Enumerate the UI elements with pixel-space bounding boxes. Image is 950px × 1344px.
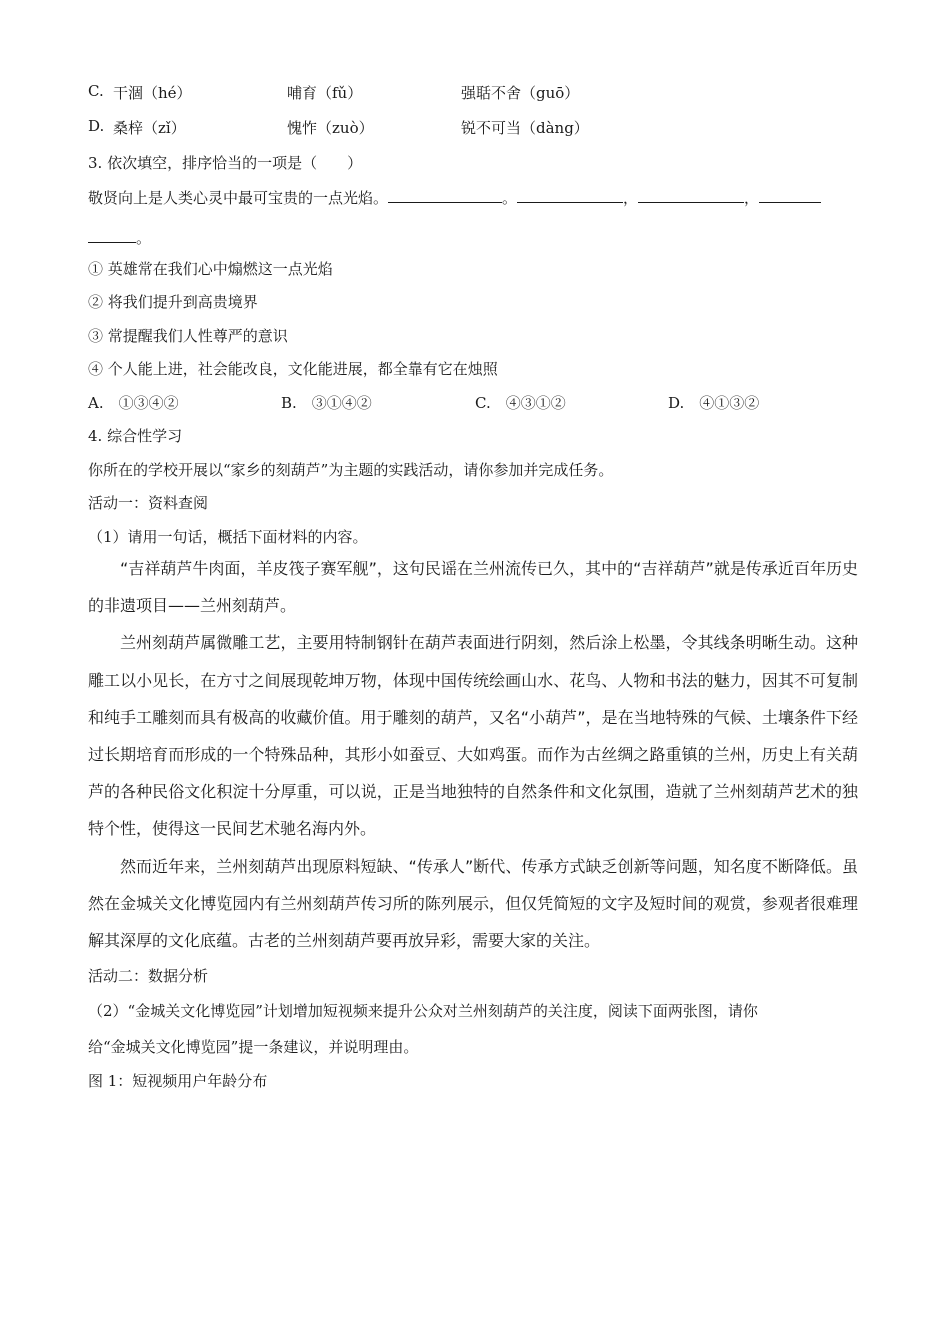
question-3-stem	[88, 187, 821, 208]
option-d-label: D.	[88, 117, 105, 135]
question-3-title: 3. 依次填空，排序恰当的一项是（ ）	[88, 154, 363, 172]
fill-blank-4[interactable]	[759, 188, 821, 203]
option-c-item-2: 哺育（fǔ）	[287, 84, 363, 102]
material-passage	[88, 550, 858, 959]
blank-separator-2: ，	[623, 189, 639, 207]
fill-blank-1[interactable]	[388, 188, 502, 203]
question-3-stem-cont	[88, 227, 151, 248]
choice-d[interactable]: D. ④①③②	[668, 394, 760, 412]
option-d-item-1: 桑梓（zǐ）	[113, 119, 186, 137]
sentence-item-1: ① 英雄常在我们心中煽燃这一点光焰	[88, 260, 333, 278]
sentence-item-3: ③ 常提醒我们人性尊严的意识	[88, 327, 288, 345]
material-paragraph-1: “吉祥葫芦牛肉面，羊皮筏子赛军舰”，这句民谣在兰州流传已久，其中的“吉祥葫芦”就是传承近百年历史的非遗项目——兰州刻葫芦。	[88, 559, 858, 616]
task-2-prompt-line-1: （2）“金城关文化博览园”计划增加短视频来提升公众对兰州刻葫芦的关注度，阅读下面两张图，请你	[88, 1002, 758, 1020]
question-4-intro: 你所在的学校开展以“家乡的刻葫芦”为主题的实践活动，请你参加并完成任务。	[88, 461, 614, 479]
option-c-label: C.	[88, 82, 104, 100]
blank-separator-3: ，	[744, 189, 760, 207]
sentence-item-2: ② 将我们提升到高贵境界	[88, 293, 258, 311]
fill-blank-4-cont[interactable]	[88, 228, 136, 243]
question-4-title: 4. 综合性学习	[88, 427, 183, 445]
blank-end: 。	[136, 229, 152, 247]
material-paragraph-3: 然而近年来，兰州刻葫芦出现原料短缺、“传承人”断代、传承方式缺乏创新等问题，知名度不断降低。虽然在金城关文化博览园内有兰州刻葫芦传习所的陈列展示，但仅凭简短的文字及短时间的观赏，参观者很难理解其深厚的文化底蕴。古老的兰州刻葫芦要再放异彩，需要大家的关注。	[88, 856, 858, 951]
figure-1-caption: 图 1：短视频用户年龄分布	[88, 1072, 268, 1090]
fill-blank-3[interactable]	[638, 188, 744, 203]
choice-a[interactable]: A. ①③④②	[88, 394, 179, 412]
task-2-prompt-line-2: 给“金城关文化博览园”提一条建议，并说明理由。	[88, 1038, 419, 1056]
choice-c[interactable]: C. ④③①②	[475, 394, 566, 412]
fill-blank-2[interactable]	[517, 188, 623, 203]
activity-2-heading: 活动二：数据分析	[88, 967, 209, 985]
blank-separator-1: 。	[502, 189, 518, 207]
question-3-stem-text: 敬贤向上是人类心灵中最可宝贵的一点光焰。	[88, 189, 389, 207]
option-d-item-3: 锐不可当（dàng）	[461, 119, 589, 137]
option-c-item-3: 强聒不舍（guō）	[461, 84, 580, 102]
material-paragraph-2: 兰州刻葫芦属微雕工艺，主要用特制钢针在葫芦表面进行阴刻，然后涂上松墨，令其线条明晰生动。这种雕工以小见长，在方寸之间展现乾坤万物，体现中国传统绘画山水、花鸟、人物和书法的魅力，因其不可复制和纯手工雕刻而具有极高的收藏价值。用于雕刻的葫芦，又名“小葫芦”，是在当地特殊的气候、土壤条件下经过长期培育而形成的一个特殊品种，其形小如蚕豆、大如鸡蛋。而作为古丝绸之路重镇的兰州，历史上有关葫芦的各种民俗文化积淀十分厚重，可以说，正是当地独特的自然条件和文化氛围，造就了兰州刻葫芦艺术的独特个性，使得这一民间艺术驰名海内外。	[88, 633, 858, 839]
sentence-item-4: ④ 个人能上进，社会能改良，文化能进展，都全靠有它在烛照	[88, 360, 498, 378]
option-c-item-1: 干涸（hé）	[113, 84, 192, 102]
option-d-item-2: 愧怍（zuò）	[287, 119, 374, 137]
activity-1-heading: 活动一：资料查阅	[88, 494, 209, 512]
choice-b[interactable]: B. ③①④②	[281, 394, 372, 412]
task-1-prompt: （1）请用一句话，概括下面材料的内容。	[88, 528, 368, 546]
